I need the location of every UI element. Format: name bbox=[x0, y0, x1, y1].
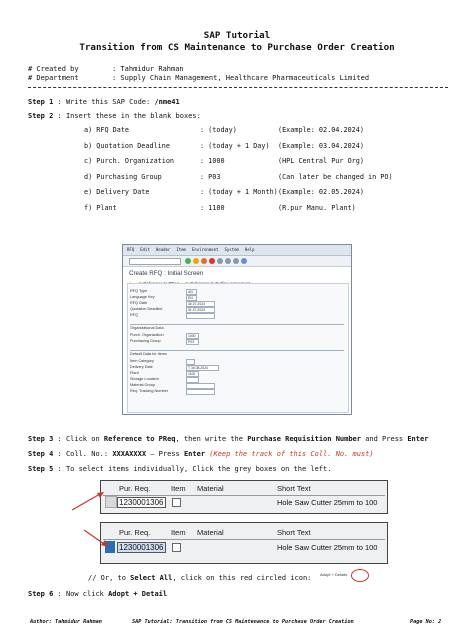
date-type-icon: T bbox=[188, 366, 191, 370]
header-divider bbox=[103, 539, 385, 540]
field-example: (Example: 03.04.2024) bbox=[278, 141, 364, 150]
back-icon[interactable] bbox=[193, 258, 199, 264]
sap-screen-title: Create RFQ : Initial Screen bbox=[129, 270, 204, 277]
purch-org-input[interactable]: 1000 bbox=[186, 333, 199, 339]
step-6: Step 6 : Now click Adopt + Detail bbox=[28, 590, 168, 598]
org-data-heading: Organizational Data bbox=[130, 326, 164, 330]
field-value: : (today) bbox=[200, 126, 237, 134]
sap-command-field[interactable] bbox=[129, 258, 181, 265]
rfq-type-label: RFQ Type bbox=[130, 289, 148, 293]
step-5: Step 5 : To select items individually, Click the grey boxes on the left. bbox=[28, 465, 332, 473]
sap-code: /nme41 bbox=[154, 98, 180, 106]
sap-menu-bar bbox=[123, 245, 351, 256]
field-label: b) Quotation Deadline bbox=[84, 141, 170, 150]
col-item: Item bbox=[171, 528, 186, 537]
created-by-label: # Created by bbox=[28, 65, 79, 73]
sap-menu-item[interactable]: Help bbox=[244, 247, 255, 252]
sap-form bbox=[127, 283, 349, 413]
arrow-annotation-1 bbox=[70, 488, 106, 512]
storage-location-label: Storage Location bbox=[130, 377, 159, 381]
enter-icon[interactable] bbox=[185, 258, 191, 264]
sap-menu-item[interactable]: Edit bbox=[140, 247, 150, 252]
col-pur-req: Pur. Req. bbox=[119, 528, 151, 537]
row-select-box[interactable] bbox=[105, 496, 117, 508]
department-value: : Supply Chain Management, Healthcare Pharmaceuticals Limited bbox=[112, 74, 370, 82]
value-help-icon[interactable] bbox=[172, 543, 181, 552]
col-material: Material bbox=[197, 528, 224, 537]
department-label: # Department bbox=[28, 74, 79, 82]
footer-center: SAP Tutorial: Transition from CS Maintenance to Purchase Order Creation bbox=[132, 619, 354, 625]
field-label: a) RFQ Date bbox=[84, 126, 130, 134]
field-label: c) Purch. Organization bbox=[84, 157, 175, 165]
step-3: Step 3 : Click on Reference to PReq, then write the Purchase Requisition Number and Press Enter bbox=[28, 435, 429, 443]
step-2: Step 2 : Insert these in the blank boxes: bbox=[28, 112, 201, 120]
col-pur-req: Pur. Req. bbox=[119, 484, 151, 493]
short-text-cell: Hole Saw Cutter 25mm to 100 bbox=[277, 498, 378, 507]
arrow-annotation-2 bbox=[82, 528, 112, 550]
sap-menu-item[interactable]: Environment bbox=[191, 247, 219, 252]
language-input[interactable]: EN bbox=[186, 295, 197, 301]
field-value: : 1100 bbox=[200, 203, 225, 212]
req-tracking-label: Req. Tracking Number bbox=[130, 389, 168, 393]
org-data-divider bbox=[130, 324, 344, 325]
field-value: : (today + 1 Day) bbox=[200, 141, 270, 150]
field-label: d) Purchasing Group bbox=[84, 172, 162, 181]
delivery-date-label: Delivery Date bbox=[130, 365, 153, 369]
sap-menu-item[interactable]: System bbox=[224, 247, 239, 252]
purch-group-label: Purchasing Group bbox=[130, 339, 161, 343]
field-value: : 1000 bbox=[200, 157, 225, 165]
rfq-label: RFQ bbox=[130, 313, 139, 317]
preq-table-2 bbox=[100, 522, 388, 564]
col-short-text: Short Text bbox=[277, 484, 311, 493]
separator-rule bbox=[28, 87, 448, 88]
delivery-date-input[interactable]: T 30.08.2024 bbox=[186, 365, 219, 371]
short-text-cell: Hole Saw Cutter 25mm to 100 bbox=[277, 543, 378, 552]
doc-title: SAP Tutorial bbox=[203, 30, 271, 41]
purch-group-input[interactable]: P03 bbox=[186, 339, 199, 345]
select-all-hint: // Or, to Select All, click on this red circled icon: bbox=[88, 574, 312, 582]
field-value: : P03 bbox=[200, 172, 221, 181]
rfq-input[interactable] bbox=[186, 313, 215, 319]
exit-icon[interactable] bbox=[201, 258, 207, 264]
quotation-deadline-label: Quotation Deadline bbox=[130, 307, 163, 311]
sap-toolbar bbox=[123, 256, 351, 267]
sap-menu-item[interactable]: Header bbox=[155, 247, 171, 252]
field-example: (Example: 02.04.2024) bbox=[278, 126, 364, 134]
adopt-details-label: Adopt + Details bbox=[320, 572, 348, 577]
item-category-label: Item Category bbox=[130, 359, 154, 363]
value-help-icon[interactable] bbox=[172, 498, 181, 507]
field-label: e) Delivery Date bbox=[84, 188, 150, 196]
created-by-value: : Tahmidur Rahman bbox=[112, 65, 184, 73]
select-all-icon[interactable] bbox=[351, 569, 369, 582]
rfq-date-input[interactable]: 30.07.2024 bbox=[186, 301, 215, 307]
header-divider bbox=[103, 495, 385, 496]
doc-subtitle: Transition from CS Maintenance to Purchase Order Creation bbox=[79, 42, 395, 53]
language-label: Language Key bbox=[130, 295, 155, 299]
rfq-date-label: RFQ Date bbox=[130, 301, 148, 305]
material-group-label: Material Group bbox=[130, 383, 156, 387]
cancel-icon[interactable] bbox=[209, 258, 215, 264]
help-icon[interactable] bbox=[241, 258, 247, 264]
field-example: (Example: 02.05.2024) bbox=[278, 188, 364, 196]
field-example: (R.pur Manu. Plant) bbox=[278, 203, 356, 212]
col-short-text: Short Text bbox=[277, 528, 311, 537]
col-item: Item bbox=[171, 484, 186, 493]
sap-menu-item[interactable]: Item bbox=[176, 247, 186, 252]
plant-label: Plant bbox=[130, 371, 139, 375]
req-tracking-input[interactable] bbox=[186, 389, 215, 395]
sap-screenshot bbox=[122, 244, 352, 415]
preq-table-1 bbox=[100, 480, 388, 514]
rfq-type-input[interactable]: AN bbox=[186, 289, 197, 295]
find-icon[interactable] bbox=[225, 258, 231, 264]
settings-icon[interactable] bbox=[233, 258, 239, 264]
col-material: Material bbox=[197, 484, 224, 493]
footer-author: Author: Tahmidur Rahman bbox=[30, 619, 102, 625]
step-4: Step 4 : Coll. No.: XXXAXXXX – Press Enter (Keep the track of this Coll. No. must) bbox=[28, 450, 374, 458]
field-example: (HPL Central Pur Org) bbox=[278, 157, 364, 165]
default-data-heading: Default Data for Items bbox=[130, 352, 167, 356]
preq-number-input[interactable]: 1230001306 bbox=[119, 498, 164, 507]
plant-input[interactable]: 1100 bbox=[186, 371, 199, 377]
footer-page: Page No: 2 bbox=[410, 619, 442, 625]
preq-number-input-selected[interactable]: 1230001306 bbox=[119, 543, 164, 552]
default-data-divider bbox=[130, 350, 344, 351]
field-value: : (today + 1 Month) bbox=[200, 188, 278, 196]
field-example: (Can later be changed in PO) bbox=[278, 172, 393, 181]
field-label: f) Plant bbox=[84, 203, 117, 212]
step-1: Step 1 : Write this SAP Code: /nme41 bbox=[28, 98, 180, 106]
print-icon[interactable] bbox=[217, 258, 223, 264]
quotation-deadline-input[interactable]: 31.07.2024 bbox=[186, 307, 215, 313]
sap-menu-item[interactable]: RFQ bbox=[127, 247, 135, 252]
purch-org-label: Purch. Organization bbox=[130, 333, 164, 337]
